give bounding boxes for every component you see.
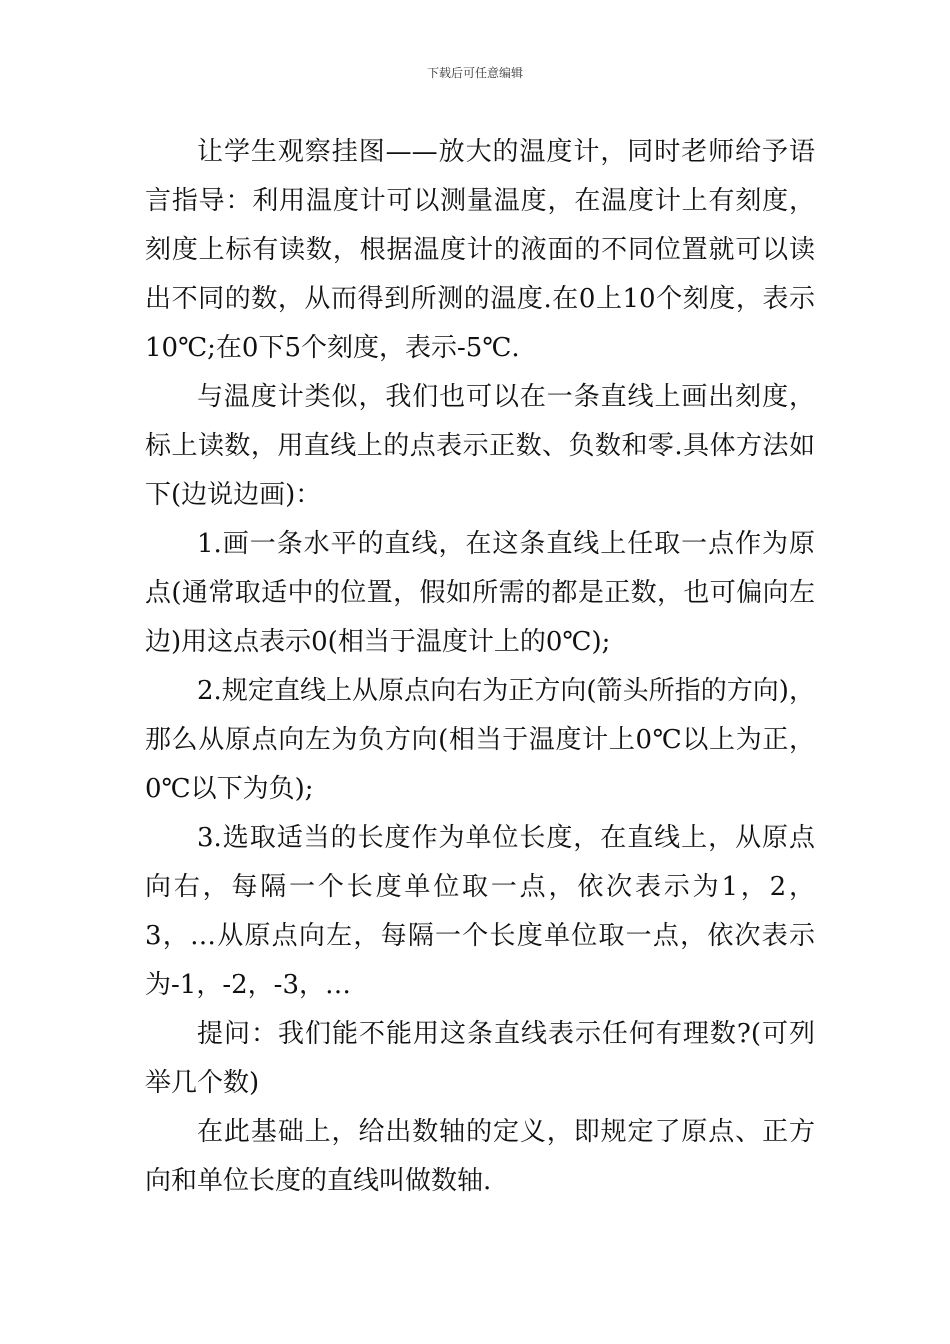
paragraph-step-3-unit-length: 3.选取适当的长度作为单位长度，在直线上，从原点向右，每隔一个长度单位取一点，依次表示为1，2，3，…从原点向左，每隔一个长度单位取一点，依次表示为-1，-2，-3，… <box>145 823 815 1000</box>
paragraph-number-line-analogy: 与温度计类似，我们也可以在一条直线上画出刻度，标上读数，用直线上的点表示正数、负数和零.具体方法如下(边说边画)： <box>145 382 815 510</box>
paragraph-definition: 在此基础上，给出数轴的定义，即规定了原点、正方向和单位长度的直线叫做数轴. <box>145 1117 815 1196</box>
paragraph-question: 提问：我们能不能用这条直线表示任何有理数?(可列举几个数) <box>145 1019 815 1098</box>
page-header: 下载后可任意编辑 <box>426 66 523 80</box>
document-body <box>145 128 815 1206</box>
paragraph-step-2-direction: 2.规定直线上从原点向右为正方向(箭头所指的方向)，那么从原点向左为负方向(相当于温度计上0℃以上为正，0℃以下为负); <box>145 676 815 804</box>
paragraph-step-1-origin: 1.画一条水平的直线，在这条直线上任取一点作为原点(通常取适中的位置，假如所需的都是正数，也可偏向左边)用这点表示0(相当于温度计上的0℃); <box>145 529 815 657</box>
paragraph-thermometer-intro: 让学生观察挂图——放大的温度计，同时老师给予语言指导：利用温度计可以测量温度，在温度计上有刻度，刻度上标有读数，根据温度计的液面的不同位置就可以读出不同的数，从而得到所测的温度.在0上10个刻度，表示10℃;在0下5个刻度，表示-5℃. <box>145 137 815 363</box>
